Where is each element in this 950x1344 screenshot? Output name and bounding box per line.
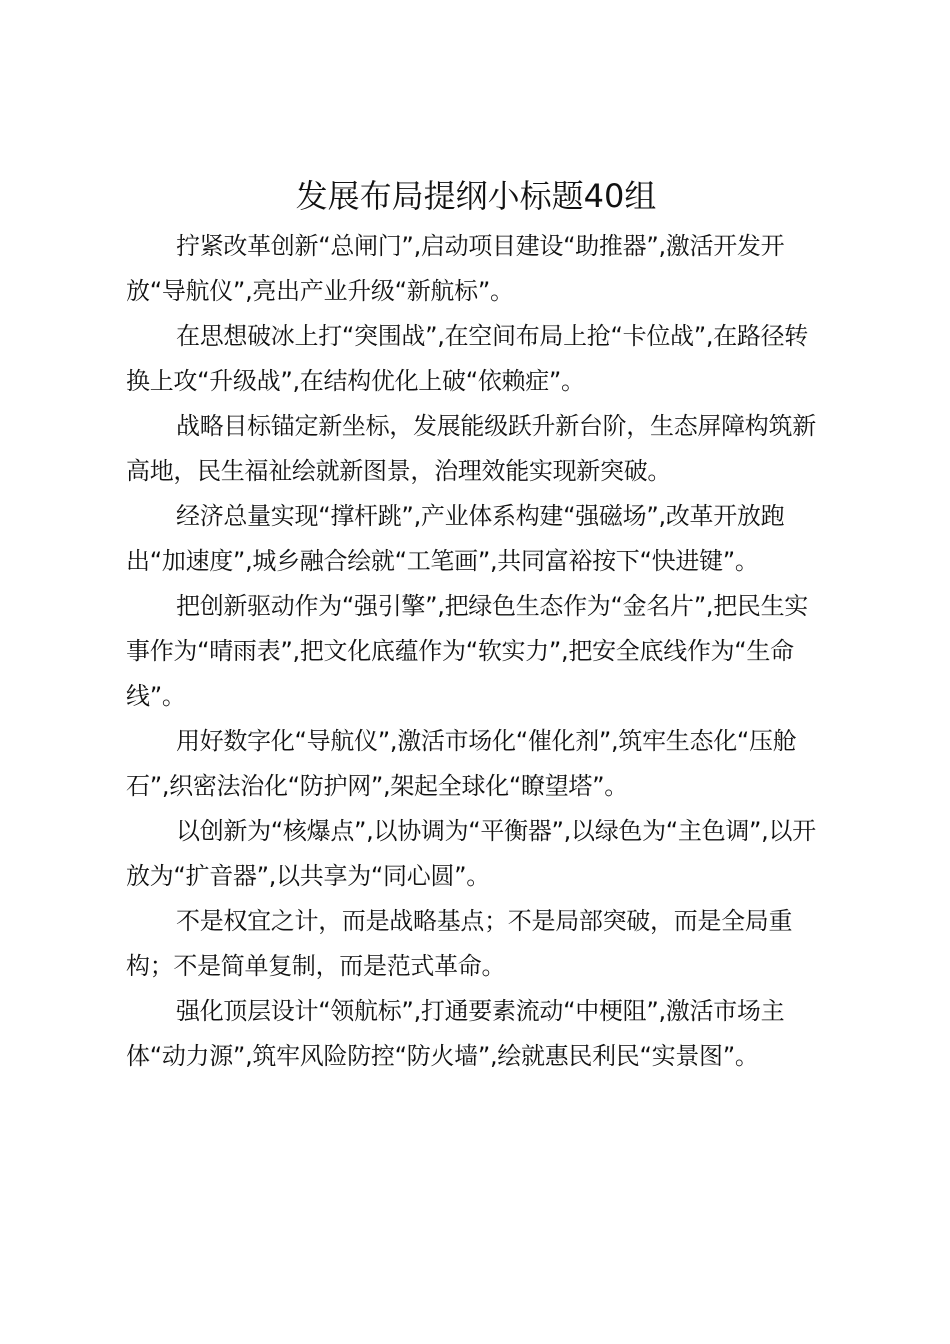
paragraph-9: 强化顶层设计“领航标”,打通要素流动“中梗阻”,激活市场主体“动力源”,筑牢风险防控“防火墙”,绘就惠民利民“实景图”。 xyxy=(126,997,785,1070)
paragraph-6: 用好数字化“导航仪”,激活市场化“催化剂”,筑牢生态化“压舱石”,织密法治化“防护网”,架起全球化“瞭望塔”。 xyxy=(126,727,797,800)
paragraph-3: 战略目标锚定新坐标，发展能级跃升新台阶，生态屏障构筑新高地，民生福祉绘就新图景，治理效能实现新突破。 xyxy=(126,412,816,485)
document-page xyxy=(126,172,826,1079)
paragraph-4: 经济总量实现“撑杆跳”,产业体系构建“强磁场”,改革开放跑出“加速度”,城乡融合绘就“工笔画”,共同富裕按下“快进键”。 xyxy=(126,502,785,575)
paragraph-5: 把创新驱动作为“强引擎”,把绿色生态作为“金名片”,把民生实事作为“晴雨表”,把文化底蕴作为“软实力”,把安全底线作为“生命线”。 xyxy=(126,592,808,710)
paragraph-2: 在思想破冰上打“突围战”,在空间布局上抢“卡位战”,在路径转换上攻“升级战”,在结构优化上破“依赖症”。 xyxy=(126,322,808,395)
document-title: 发展布局提纲小标题40组 xyxy=(295,177,657,215)
paragraph-8: 不是权宜之计，而是战略基点；不是局部突破，而是全局重构；不是简单复制，而是范式革命。 xyxy=(126,907,793,980)
paragraph-1: 拧紧改革创新“总闸门”,启动项目建设“助推器”,激活开发开放“导航仪”,亮出产业升级“新航标”。 xyxy=(126,232,785,305)
paragraph-7: 以创新为“核爆点”,以协调为“平衡器”,以绿色为“主色调”,以开放为“扩音器”,以共享为“同心圆”。 xyxy=(126,817,816,890)
